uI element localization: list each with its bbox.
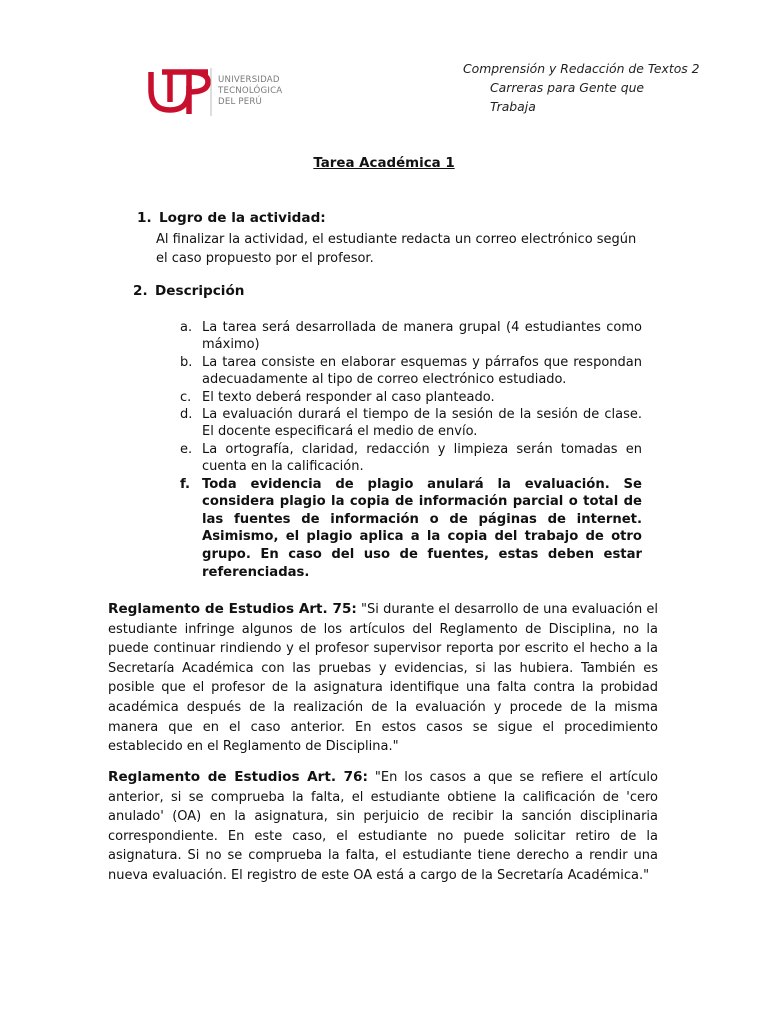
list-item-text: La ortografía, claridad, redacción y limpieza serán tomadas en cuenta en la calificación.: [202, 441, 642, 475]
logo-line-2: TECNOLÓGICA: [218, 86, 283, 96]
course-line-3: Trabaja: [490, 99, 536, 114]
section-2-number: 2.: [133, 283, 148, 299]
list-item: [180, 406, 642, 441]
list-item: [180, 319, 642, 354]
list-item-text: La evaluación durará el tiempo de la sesión de la sesión de clase. El docente especificará el medio de envío.: [202, 407, 642, 440]
section-2-title: Descripción: [155, 283, 245, 299]
regulation-76-text: "En los casos a que se refiere el artículo anterior, si se comprueba la falta, el estudiante obtiene la calificación de 'cero anulado' (OA) en la asignatura, sin perjuicio de recibir la sanción disciplinaria correspondiente. En este caso, el estudiante no puede solicitar retiro de la asignatura. Si no se comprueba la falta, el estudiante tiene derecho a rendir una nueva evaluación. El registro de este OA está a cargo de la Secretaría Académica.": [108, 770, 658, 883]
utp-logo-icon: [148, 66, 212, 118]
regulation-75-lead: Reglamento de Estudios Art. 75:: [108, 601, 357, 617]
logo-line-3: DEL PERÚ: [218, 97, 263, 107]
course-line-2: Carreras para Gente que: [490, 80, 645, 95]
section-1-heading: [137, 210, 326, 226]
list-item-plagiarism: [180, 476, 642, 582]
logo-line-1: UNIVERSIDAD: [218, 75, 280, 85]
list-item: [180, 354, 642, 389]
list-item-marker: a.: [180, 320, 193, 335]
section-1-number: 1.: [137, 210, 152, 226]
regulation-75-text: "Si durante el desarrollo de una evaluación el estudiante infringe algunos de los artículos del Reglamento de Disciplina, no la puede continuar rindiendo y el profesor supervisor reporta por escrito el hecho a la Secretaría Académica con las pruebas y evidencias, si las hubiera. También es posible que el profesor de la asignatura identifique una falta contra la probidad académica después de la realización de la evaluación y procede de la misma manera que en el caso anterior. En estos casos se sigue el procedimiento establecido en el Reglamento de Disciplina.": [108, 602, 658, 755]
page-title: Tarea Académica 1: [313, 156, 455, 171]
regulation-art-76: [108, 768, 658, 886]
list-item: [180, 441, 642, 476]
course-line-1: Comprensión y Redacción de Textos 2: [463, 61, 700, 76]
list-item-text: Toda evidencia de plagio anulará la evaluación. Se considera plagio la copia de información parcial o total de las fuentes de información o de páginas de internet. Asimismo, el plagio aplica a la copia del trabajo de otro grupo. En caso del uso de fuentes, estas deben estar referenciadas.: [202, 476, 642, 580]
list-item-marker: c.: [180, 389, 192, 405]
utp-logo: [148, 66, 288, 118]
list-item-text: El texto deberá responder al caso planteado.: [202, 389, 495, 405]
list-item-text: La tarea consiste en elaborar esquemas y párrafos que respondan adecuadamente al tipo de correo electrónico estudiado.: [202, 354, 642, 388]
regulation-76-lead: Reglamento de Estudios Art. 76:: [108, 769, 368, 785]
list-item-marker: d.: [180, 407, 193, 423]
list-item: [180, 389, 642, 406]
list-item-marker: b.: [180, 354, 193, 370]
course-header: [463, 59, 700, 116]
section-2-heading: [133, 283, 244, 299]
regulation-art-75: [108, 600, 658, 757]
section-1-title: Logro de la actividad:: [159, 210, 326, 226]
list-item-marker: e.: [180, 441, 193, 457]
list-item-text: La tarea será desarrollada de manera grupal (4 estudiantes como máximo): [202, 320, 642, 353]
logo-text: [218, 75, 282, 108]
description-list: [180, 319, 642, 581]
list-item-marker: f.: [180, 476, 191, 492]
section-1-body: Al finalizar la actividad, el estudiante redacta un correo electrónico según el caso propuesto por el profesor.: [156, 232, 637, 266]
